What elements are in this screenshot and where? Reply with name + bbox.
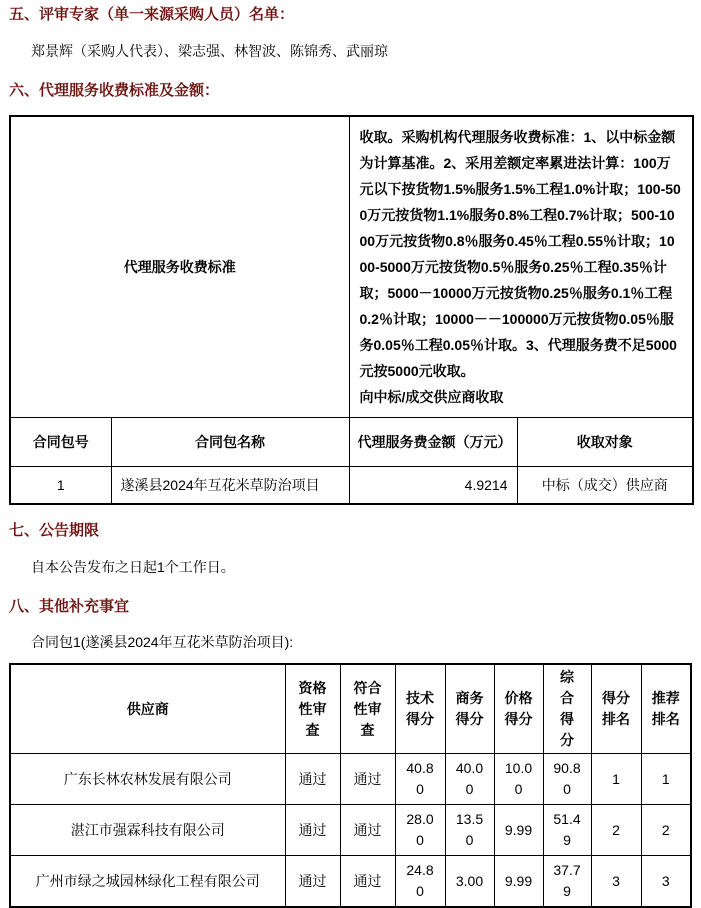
- contract-package-label: 合同包1(遂溪县2024年互花米草防治项目):: [31, 634, 294, 650]
- result-header-technical-score: 技术得分: [395, 664, 445, 754]
- fee-standard-text: 收取。采购机构代理服务收费标准：1、以中标金额为计算基准。2、采用差额定率累进法计算：100万元以下按货物1.5%服务1.5%工程1.0%计取；100-500万元按货物1.1%服务0.8%工程0.7%计取；500-1000万元按货物0.8％服务0.45％工程0.55％计取；1000-5000万元按货物0.5％服务0.25％工程0.35％计取；5000－10000万元按货物0.25％服务0.1％工程0.2％计取；10000－－100000万元按货物0.05％服务0.05％工程0.05％计取。3、代理服务费不足5000元按5000元收取。: [359, 129, 681, 379]
- fee-header-package-name: 合同包名称: [111, 418, 349, 467]
- result-cell-total-score: 37.79: [543, 856, 591, 908]
- result-header-recommend-rank: 推荐排名: [641, 664, 691, 754]
- notice-period-text: 自本公告发布之日起1个工作日。: [31, 559, 235, 575]
- fee-standard-row: [10, 116, 693, 418]
- result-cell-recommend-rank: 1: [641, 754, 691, 805]
- fee-header-package-no: 合同包号: [10, 418, 111, 467]
- result-cell-recommend-rank: 2: [641, 805, 691, 856]
- fee-standard-label: 代理服务收费标准: [10, 116, 349, 418]
- result-cell-total-score: 51.49: [543, 805, 591, 856]
- result-cell-score-rank: 2: [591, 805, 641, 856]
- result-table-row: [10, 805, 691, 856]
- result-header-total-score: 综合得分: [543, 664, 591, 754]
- result-header-supplier: 供应商: [10, 664, 285, 754]
- section-heading-other-matters: 八、其他补充事宜: [9, 598, 130, 615]
- expert-names: 郑景辉（采购人代表）、梁志强、林智波、陈锦秀、武丽琼: [31, 43, 388, 59]
- result-cell-price-score: 9.99: [494, 805, 543, 856]
- result-cell-business-score: 40.00: [445, 754, 494, 805]
- result-cell-supplier: 湛江市强霖科技有限公司: [10, 805, 285, 856]
- result-table-header-row: [10, 664, 691, 754]
- result-cell-business-score: 13.50: [445, 805, 494, 856]
- fee-table-data-row: [10, 467, 693, 505]
- result-cell-price-score: 9.99: [494, 856, 543, 908]
- result-cell-qualification: 通过: [285, 805, 340, 856]
- result-cell-conformity: 通过: [340, 805, 395, 856]
- section-heading-notice-period: 七、公告期限: [9, 522, 100, 539]
- result-cell-conformity: 通过: [340, 754, 395, 805]
- fee-table-header-row: [10, 418, 693, 467]
- result-cell-conformity: 通过: [340, 856, 395, 908]
- result-header-qualification-review: 资格性审查: [285, 664, 340, 754]
- result-cell-technical-score: 40.80: [395, 754, 445, 805]
- result-cell-score-rank: 1: [591, 754, 641, 805]
- section-heading-agency-fee: 六、代理服务收费标准及金额：: [9, 82, 220, 99]
- result-cell-supplier: 广东长林农林发展有限公司: [10, 754, 285, 805]
- fee-cell-package-name: 遂溪县2024年互花米草防治项目: [111, 467, 349, 505]
- result-cell-score-rank: 3: [591, 856, 641, 908]
- result-cell-qualification: 通过: [285, 856, 340, 908]
- result-header-conformity-review: 符合性审查: [340, 664, 395, 754]
- fee-header-fee-amount: 代理服务费金额（万元）: [349, 418, 517, 467]
- result-header-business-score: 商务得分: [445, 664, 494, 754]
- result-cell-business-score: 3.00: [445, 856, 494, 908]
- result-cell-technical-score: 24.80: [395, 856, 445, 908]
- fee-collect-from: 向中标/成交供应商收取: [359, 389, 504, 405]
- result-cell-price-score: 10.00: [494, 754, 543, 805]
- result-cell-recommend-rank: 3: [641, 856, 691, 908]
- result-cell-qualification: 通过: [285, 754, 340, 805]
- fee-cell-package-no: 1: [10, 467, 111, 505]
- result-header-score-rank: 得分排名: [591, 664, 641, 754]
- fee-cell-collect-target: 中标（成交）供应商: [517, 467, 693, 505]
- result-table-row: [10, 856, 691, 908]
- result-table-row: [10, 754, 691, 805]
- fee-header-collect-target: 收取对象: [517, 418, 693, 467]
- fee-standard-text-cell: [349, 116, 693, 418]
- section-heading-experts: 五、评审专家（单一来源采购人员）名单：: [9, 6, 295, 23]
- evaluation-result-table: [9, 663, 692, 908]
- fee-cell-fee-amount: 4.9214: [349, 467, 517, 505]
- result-cell-technical-score: 28.00: [395, 805, 445, 856]
- result-header-price-score: 价格得分: [494, 664, 543, 754]
- agency-fee-table: [9, 115, 694, 505]
- result-cell-total-score: 90.80: [543, 754, 591, 805]
- result-cell-supplier: 广州市绿之城园林绿化工程有限公司: [10, 856, 285, 908]
